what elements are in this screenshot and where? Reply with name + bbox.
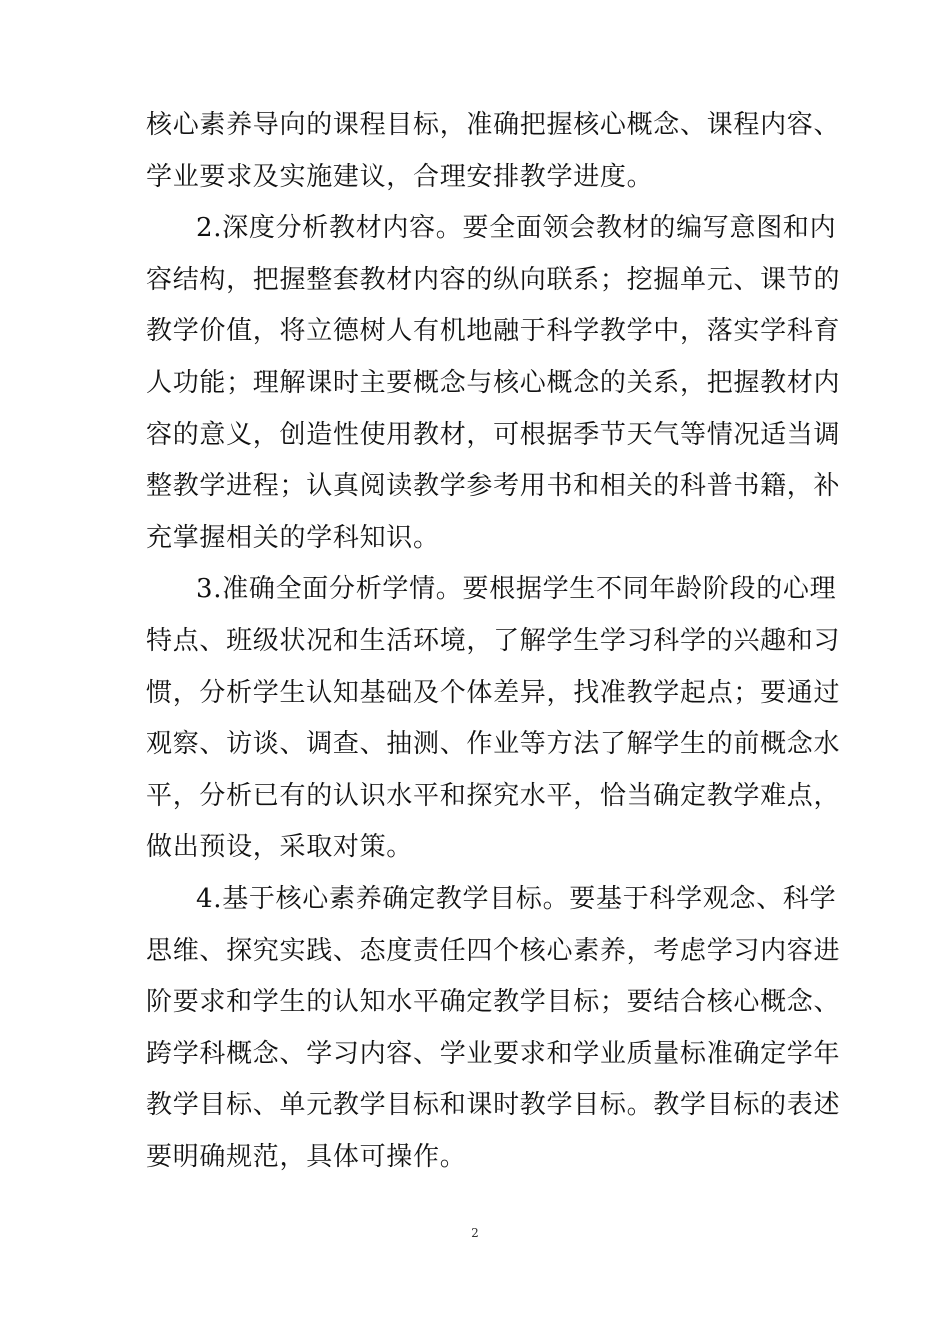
text-line: 人功能；理解课时主要概念与核心概念的关系，把握教材内 [146, 367, 841, 398]
text-line: 阶要求和学生的认知水平确定教学目标；要结合核心概念、 [146, 987, 841, 1018]
text-line: 整教学进程；认真阅读教学参考用书和相关的科普书籍，补 [146, 471, 841, 502]
text-line: 学业要求及实施建议，合理安排教学进度。 [146, 161, 654, 192]
text-line: 做出预设，采取对策。 [146, 832, 414, 863]
text-line: 跨学科概念、学习内容、学业要求和学业质量标准确定学年 [146, 1038, 841, 1069]
page-number: 2 [471, 1226, 479, 1240]
text-line: 要明确规范，具体可操作。 [146, 1141, 467, 1172]
text-line: 教学价值，将立德树人有机地融于科学教学中，落实学科育 [146, 316, 841, 347]
text-line: 容的意义，创造性使用教材，可根据季节天气等情况适当调 [146, 419, 841, 450]
text-line: 核心素养导向的课程目标，准确把握核心概念、课程内容、 [146, 110, 841, 140]
text-line: 教学目标、单元教学目标和课时教学目标。教学目标的表述 [146, 1090, 841, 1121]
text-line: 思维、探究实践、态度责任四个核心素养，考虑学习内容进 [146, 935, 841, 966]
text-line: 容结构，把握整套教材内容的纵向联系；挖掘单元、课节的 [146, 264, 841, 295]
text-line: 充掌握相关的学科知识。 [146, 522, 440, 553]
paragraph-start-line: 3.准确全面分析学情。要根据学生不同年龄阶段的心理 [196, 574, 837, 605]
paragraph-start-line: 2.深度分析教材内容。要全面领会教材的编写意图和内 [196, 213, 837, 244]
body-text [146, 100, 841, 1183]
paragraph-start-line: 4.基于核心素养确定教学目标。要基于科学观念、科学 [196, 883, 837, 914]
text-line: 惯，分析学生认知基础及个体差异，找准教学起点；要通过 [146, 677, 841, 708]
text-line: 平，分析已有的认识水平和探究水平，恰当确定教学难点， [146, 780, 841, 811]
text-line: 特点、班级状况和生活环境，了解学生学习科学的兴趣和习 [146, 625, 841, 656]
text-line: 观察、访谈、调查、抽测、作业等方法了解学生的前概念水 [146, 729, 841, 760]
